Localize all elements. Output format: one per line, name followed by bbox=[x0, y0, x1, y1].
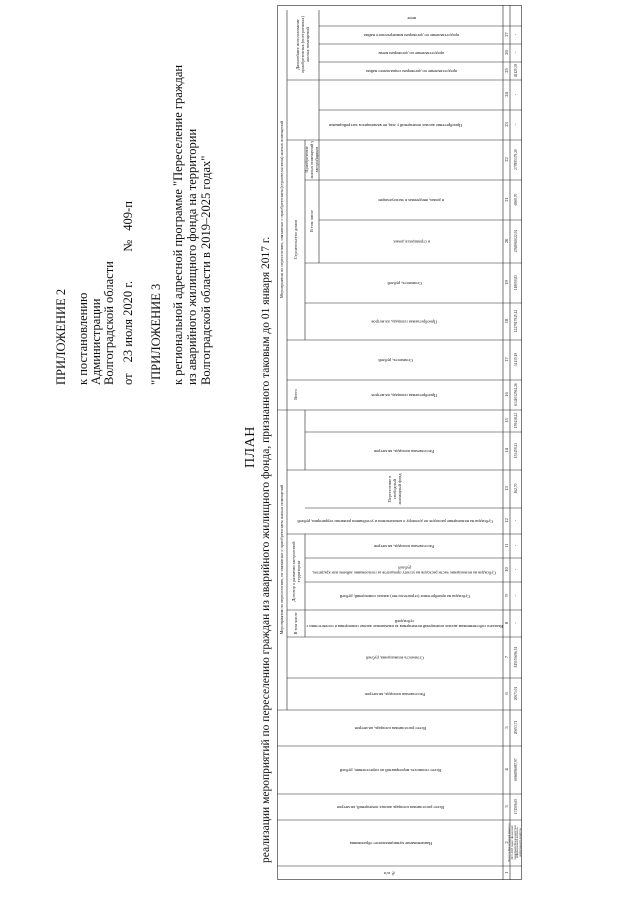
table-cell: 20673,01 bbox=[513, 686, 518, 701]
table-cell: 6066996087,97 bbox=[513, 758, 518, 781]
date-prefix: от bbox=[121, 373, 135, 385]
table-cell: 6341032561,26 bbox=[513, 383, 518, 406]
column-number: 19 bbox=[503, 280, 509, 285]
plan-title: ПЛАН bbox=[243, 426, 258, 468]
th-further-use: Дальнейшее использование приобретенных (построенных) жилых помещений bbox=[295, 16, 310, 73]
column-number: 25 bbox=[503, 68, 509, 73]
subheader-line-3: Волгоградской области в 2019–2025 годах" bbox=[199, 155, 213, 385]
th-compensation-cost: Стоимость возмещения, рублей bbox=[366, 655, 425, 661]
th-under-construction: в строящихся домах bbox=[393, 239, 430, 245]
th-in-that-number-2: В том числе bbox=[309, 209, 315, 233]
column-number: 6 bbox=[503, 692, 509, 695]
column-number: 14 bbox=[503, 448, 509, 453]
subheader-line-2: из аварийного жилищного фонда на территории bbox=[185, 128, 199, 385]
column-number: 5 bbox=[503, 726, 509, 729]
th-all: Всего bbox=[293, 389, 299, 400]
column-number: 12 bbox=[503, 518, 509, 523]
subheader-line-1: к региональной адресной программе "Переселение граждан bbox=[171, 64, 185, 385]
th-building: Строительство домов bbox=[293, 219, 299, 260]
column-number: 18 bbox=[503, 318, 509, 324]
th-subsidy-acquisition: Субсидия на приобретение (строительство) жилых помещений, рублей bbox=[339, 593, 470, 599]
th-purchase-group: Приобретение жилых помещений у застройщиков bbox=[304, 140, 319, 179]
subheader-appendix: "ПРИЛОЖЕНИЕ 3 bbox=[149, 283, 163, 385]
th-from-others: Приобретение жилых помещений у лиц, не являющихся застройщиками bbox=[329, 122, 462, 128]
th-in-that-number: В том числе bbox=[293, 612, 299, 635]
th-development-agreement: Договор о развитии застроенной территории bbox=[290, 541, 301, 602]
column-number: 7 bbox=[503, 655, 509, 659]
column-number: 22 bbox=[503, 157, 509, 162]
th-acq-area-total: Приобретаемая площадь, кв.метров bbox=[371, 392, 438, 398]
header-line-1: к постановлению bbox=[76, 292, 90, 385]
table-cell: - bbox=[513, 544, 518, 547]
th-social-rent: предоставление по договорам социального найма bbox=[366, 68, 457, 74]
th-total-cost: Всего стоимость мероприятий по переселению, рублей bbox=[339, 767, 442, 773]
table-cell: - bbox=[513, 568, 518, 571]
th-resettled-area: Расселяемая площадь, кв.метров bbox=[365, 691, 426, 697]
number-prefix: № bbox=[121, 239, 135, 252]
th-ownership: предоставление по договорам мены bbox=[378, 50, 445, 56]
th-acq-cost-total: Стоимость, рублей bbox=[378, 357, 413, 363]
column-number: 13 bbox=[503, 486, 509, 491]
column-number: 23 bbox=[503, 122, 509, 127]
th-free-area: Расселяемая площадь, кв.метров bbox=[374, 448, 435, 454]
column-number: 17 bbox=[503, 357, 509, 362]
column-number: 8 bbox=[503, 621, 509, 625]
table-cell: 174506,65 bbox=[513, 798, 518, 815]
table-cell: 49125,39 bbox=[513, 63, 518, 78]
th-free-fund: Переселение в свободный жилищный фонд bbox=[387, 473, 402, 505]
th-build-cost: Стоимость, рублей bbox=[387, 280, 422, 286]
th-commercial: предоставление по договорам коммерческого найма bbox=[363, 32, 460, 38]
column-number: 15 bbox=[503, 418, 509, 423]
column-number: 1 bbox=[503, 871, 509, 874]
table-cell: 1227917945,12 bbox=[513, 309, 518, 333]
header-line-2: Администрации bbox=[89, 298, 103, 385]
th-redemption: Выплата собственникам жилых помещений возмещения за изымаемые жилые помещения в соответствии с субсидией bbox=[306, 619, 503, 629]
th-build-area: Приобретаемая площадь, кв.метров bbox=[371, 319, 438, 325]
header-date bbox=[122, 201, 135, 385]
column-number: 9 bbox=[503, 594, 509, 597]
column-number: 21 bbox=[503, 197, 509, 202]
th-subsidy-rent: Субсидия на возмещение части расходов на уплату процентов за пользование займом или кредитом, рублей bbox=[312, 565, 497, 576]
th-dev-subsidy: Субсидия на возмещение расходов по договору о комплексном и устойчивом развитии территории, рублей bbox=[297, 518, 494, 524]
table-cell: - bbox=[513, 519, 518, 522]
column-number: 27 bbox=[503, 32, 509, 37]
number-value: 409-п bbox=[121, 201, 135, 231]
table-cell: 34135,19 bbox=[513, 352, 518, 367]
table-cell: 118050,83 bbox=[513, 274, 518, 291]
table-cell: 162,70 bbox=[513, 483, 518, 494]
header-line-3: Волгоградской области bbox=[102, 261, 116, 385]
table-cell: - bbox=[513, 33, 518, 36]
column-number: 10 bbox=[503, 567, 509, 572]
th-total-area: Всего расселяемая площадь жилых помещений, кв.метров bbox=[337, 804, 444, 810]
plan-subtitle: реализации мероприятий по переселению граждан из аварийного жилищного фонда, признанного таковым до 01 января 2017 г. bbox=[260, 236, 272, 863]
table-cell: 159438,22 bbox=[513, 412, 518, 429]
appendix-title: ПРИЛОЖЕНИЕ 2 bbox=[54, 288, 68, 385]
table-cell: 153459,23 bbox=[513, 442, 518, 459]
column-number: 16 bbox=[503, 392, 509, 397]
table-cell: - bbox=[513, 594, 518, 597]
table-cell: - bbox=[513, 622, 518, 624]
date-value: 23 июля 2020 г. bbox=[121, 280, 135, 363]
th-group-non-acquisition: Мероприятия по переселению, не связанные с приобретением жилых помещений bbox=[279, 484, 285, 635]
plan-table bbox=[277, 5, 522, 880]
table-cell: - bbox=[513, 93, 518, 96]
table-cell: 815153696,51 bbox=[513, 646, 518, 668]
table-cell: - bbox=[513, 51, 518, 54]
th-in-operation: в домах, введенных в эксплуатацию bbox=[378, 197, 445, 203]
column-number: 4 bbox=[503, 768, 509, 771]
table-cell: 6969,70 bbox=[513, 193, 518, 206]
column-number: 3 bbox=[503, 805, 509, 808]
column-number: 26 bbox=[503, 50, 509, 55]
th-group-acquisition: Мероприятия по переселению, связанные с приобретением (строительством) жилых помещений bbox=[279, 120, 285, 299]
table-cell: 20653,71 bbox=[513, 720, 518, 735]
th-dev-area: Расселяемая площадь, кв.метров bbox=[374, 543, 435, 549]
column-number: 11 bbox=[503, 543, 509, 548]
column-number: 20 bbox=[503, 238, 509, 244]
column-number: 24 bbox=[503, 92, 509, 97]
th-municipality: Наименование муниципального образования bbox=[349, 840, 432, 846]
table-cell bbox=[511, 866, 521, 879]
column-number: 2 bbox=[503, 841, 509, 844]
table-cell: 277895379,20 bbox=[513, 149, 518, 170]
row-municipality: Всего по Волгоградской области в 2019–2025 годах с финансовой поддержкой Фонда содействия реформированию жилищно-коммунального хозяйства bbox=[507, 823, 523, 862]
table-cell: 4768063022,04 bbox=[513, 229, 518, 253]
th-no: № п/п bbox=[384, 870, 397, 876]
th-other: иное bbox=[407, 15, 416, 21]
th-total-resettled-area: Всего расселяемая площадь, кв.метров bbox=[354, 725, 427, 731]
table-cell: - bbox=[513, 123, 518, 126]
